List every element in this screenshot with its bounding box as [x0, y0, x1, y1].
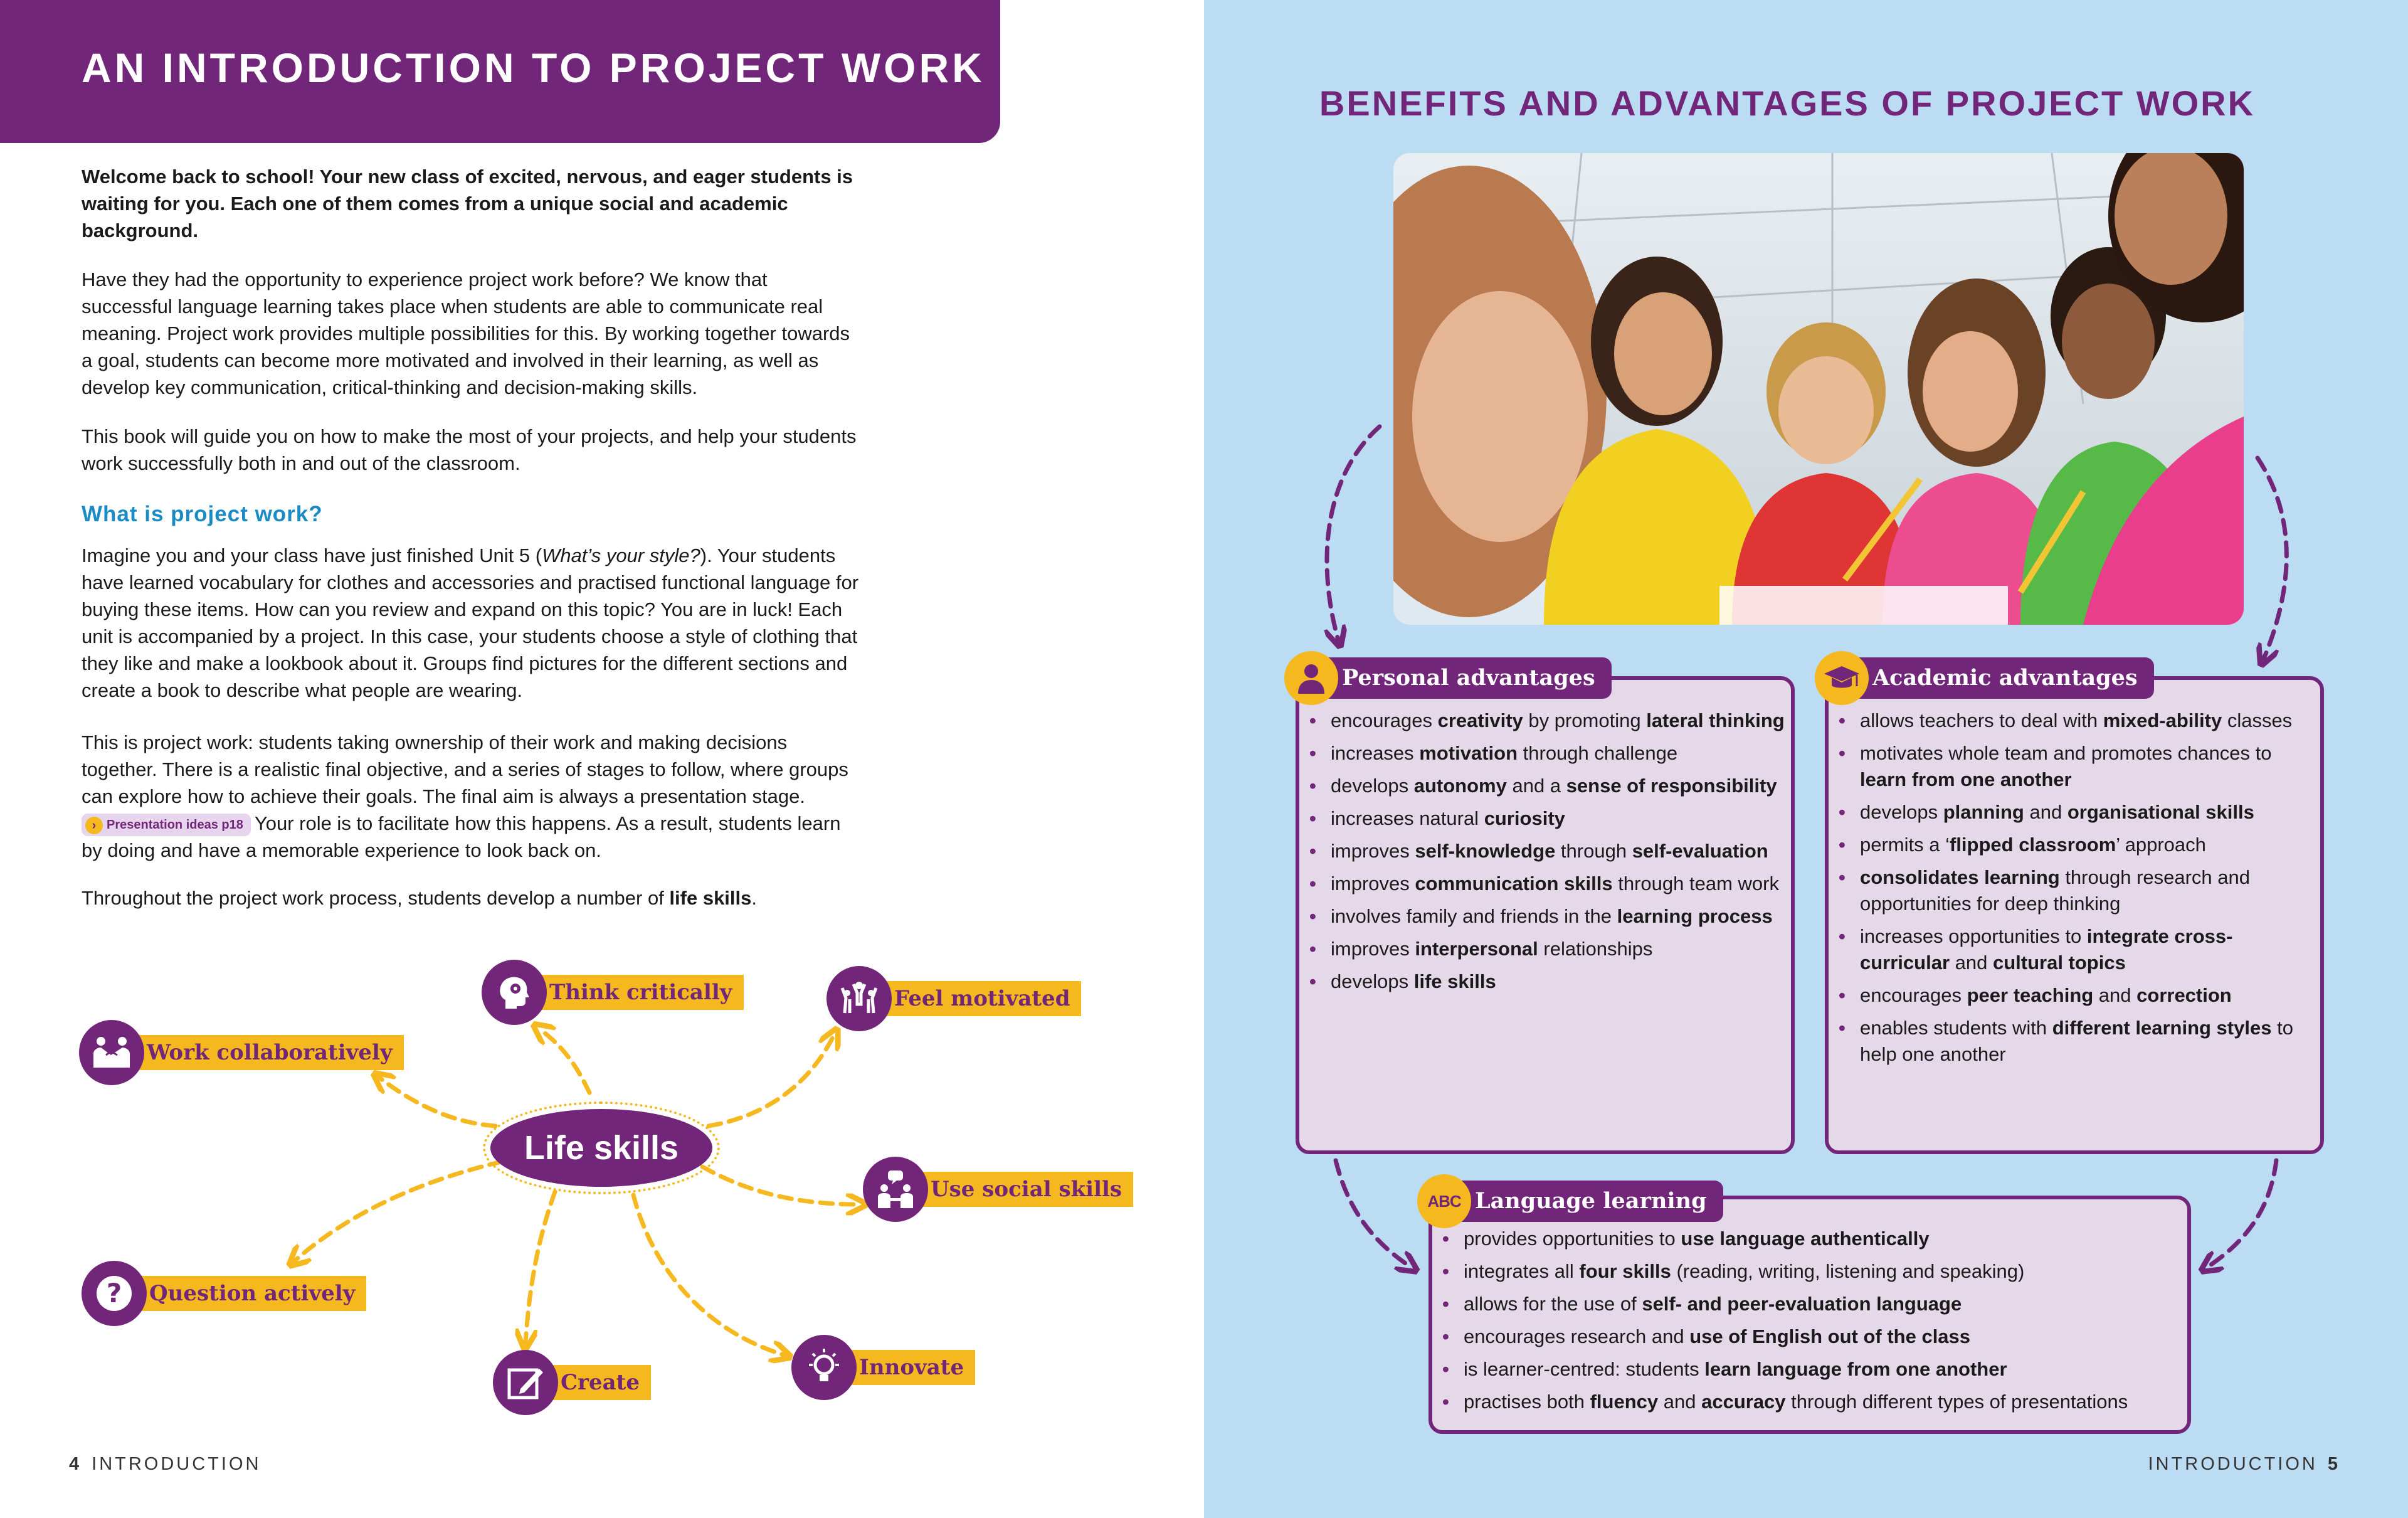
paragraph-imagine [82, 542, 859, 704]
list-item [1837, 740, 2314, 793]
list-item [1837, 1015, 2314, 1068]
text: practises both [1464, 1391, 1590, 1413]
list-item [1441, 1356, 2181, 1383]
arrow-photo-to-academic [2258, 458, 2286, 659]
text: by promoting [1523, 709, 1647, 731]
list-item [1308, 708, 1785, 734]
bold-text: consolidates learning [1860, 866, 2060, 888]
list-item [1837, 832, 2314, 858]
p6-bold: life skills [669, 887, 752, 909]
academic-advantages-header [1815, 651, 2154, 705]
academic-advantages-list [1837, 708, 2314, 1074]
text: through team work [1612, 873, 1779, 894]
arrow-personal-to-language [1336, 1160, 1411, 1267]
personal-advantages-list [1308, 708, 1785, 1001]
text: and [2093, 984, 2137, 1006]
arrow-academic-to-language [2207, 1160, 2276, 1267]
list-item [1837, 864, 2314, 917]
arrow-to-innovate [633, 1195, 784, 1355]
text: permits a ‘ [1860, 834, 1950, 856]
bold-text: use language authentically [1681, 1228, 1930, 1250]
text: through [1555, 840, 1632, 862]
p6-end: . [751, 887, 758, 909]
svg-text:?: ? [106, 1278, 122, 1308]
bold-text: peer teaching [1967, 984, 2094, 1006]
people-collaborating-icon [79, 1020, 144, 1085]
list-item [1837, 799, 2314, 825]
list-item [1837, 982, 2314, 1009]
skill-use-social-skills [863, 1157, 1133, 1222]
section-heading-what-is-project-work: What is project work? [82, 502, 323, 526]
footer-label-right: INTRODUCTION [2148, 1454, 2318, 1474]
bold-text: motivation [1419, 742, 1518, 764]
right-page-title: BENEFITS AND ADVANTAGES OF PROJECT WORK [1319, 83, 2256, 123]
skill-work-collaboratively [79, 1020, 404, 1085]
text: through research and opportunities for deep thinking [1860, 866, 2251, 915]
language-learning-heading: Language learning [1454, 1181, 1723, 1222]
list-item [1308, 773, 1785, 799]
bold-text: integrate cross-curricular [1860, 925, 2233, 974]
list-item [1441, 1258, 2181, 1285]
list-item [1308, 871, 1785, 897]
text: develops [1331, 775, 1414, 797]
text: through challenge [1518, 742, 1678, 764]
bold-text: mixed-ability [2103, 709, 2222, 731]
bold-text: curiosity [1484, 807, 1565, 829]
graduation-cap-icon [1815, 651, 1869, 705]
text: is learner-centred: students [1464, 1358, 1705, 1380]
page-title: AN INTRODUCTION TO PROJECT WORK [82, 45, 985, 91]
text: ’ approach [2116, 834, 2206, 856]
list-item [1308, 936, 1785, 962]
text: provides opportunities to [1464, 1228, 1681, 1250]
list-item [1308, 740, 1785, 767]
text: improves [1331, 873, 1415, 894]
text: allows for the use of [1464, 1293, 1642, 1315]
person-icon [1284, 651, 1338, 705]
bold-text: fluency [1590, 1391, 1659, 1413]
page-number-right: 5 [2327, 1454, 2340, 1474]
paragraph-this-is-project-work [82, 729, 859, 864]
arrow-to-social [702, 1167, 859, 1204]
lightbulb-icon [791, 1335, 857, 1400]
bold-text: correction [2136, 984, 2232, 1006]
p4-text-a: Imagine you and your class have just finished Unit 5 ( [82, 544, 542, 566]
presentation-ideas-label: Presentation ideas p18 [107, 817, 243, 832]
text: encourages [1860, 984, 1967, 1006]
list-item [1308, 838, 1785, 864]
abc-icon-text: ABC [1427, 1191, 1461, 1211]
bold-text: sense of responsibility [1566, 775, 1777, 797]
bold-text: planning [1943, 801, 2024, 823]
arrow-to-question [295, 1162, 502, 1261]
abc-icon [1417, 1174, 1471, 1228]
text: encourages research and [1464, 1325, 1690, 1347]
bold-text: flipped classroom [1949, 834, 2116, 856]
bold-text: lateral thinking [1646, 709, 1785, 731]
life-skills-center: Life skills [490, 1109, 712, 1187]
arrow-to-create [525, 1192, 555, 1342]
personal-advantages-header [1284, 651, 1612, 705]
intro-paragraph: Welcome back to school! Your new class of excited, nervous, and eager students is waiting for you. Each one of them comes from a unique social and academic background. [82, 166, 853, 242]
skill-feel-motivated [826, 966, 1081, 1031]
page-number-left: 4 [69, 1454, 82, 1474]
text: involves family and friends in the [1331, 905, 1617, 927]
list-item [1441, 1226, 2181, 1252]
skill-question-actively [82, 1261, 366, 1326]
p5-text-a: This is project work: students taking ownership of their work and making decisions together. There is a realistic final objective, and a series of stages to follow, where groups can explore how to achieve their goals. The final aim is always a presentation stage. [82, 731, 848, 807]
p6-text-a: Throughout the project work process, students develop a number of [82, 887, 670, 909]
personal-advantages-heading: Personal advantages [1321, 657, 1612, 699]
bold-text: four skills [1579, 1260, 1671, 1282]
list-item [1308, 969, 1785, 995]
pencil-edit-icon [493, 1350, 558, 1415]
bold-text: cultural topics [1992, 952, 2126, 974]
question-icon [82, 1261, 147, 1326]
text: increases natural [1331, 807, 1484, 829]
head-gears-icon [482, 960, 547, 1025]
text: develops [1331, 970, 1414, 992]
skill-innovate [791, 1335, 975, 1400]
paragraph-life-skills [82, 884, 859, 911]
p5-text-b: Your role is to facilitate how this happens. As a result, students learn by doing and have a memorable experience to look back on. [82, 812, 841, 861]
skill-label: Question actively [124, 1276, 366, 1311]
cheering-people-icon [826, 966, 892, 1031]
language-learning-list [1441, 1226, 2181, 1421]
skill-label: Use social skills [906, 1172, 1133, 1207]
bold-text: learn from one another [1860, 768, 2072, 790]
list-item [1837, 923, 2314, 976]
list-item [1441, 1324, 2181, 1350]
chevron-right-icon: › [85, 817, 103, 834]
bold-text: accuracy [1701, 1391, 1786, 1413]
text: integrates all [1464, 1260, 1580, 1282]
text: improves [1331, 840, 1415, 862]
arrow-photo-to-personal [1327, 427, 1380, 640]
text: classes [2222, 709, 2293, 731]
bold-text: organisational skills [2067, 801, 2254, 823]
text: increases opportunities to [1860, 925, 2087, 947]
text: increases [1331, 742, 1420, 764]
list-item [1308, 903, 1785, 930]
text: and [1950, 952, 1993, 974]
bold-text: creativity [1437, 709, 1523, 731]
academic-advantages-heading: Academic advantages [1851, 657, 2154, 699]
language-learning-header [1417, 1174, 1723, 1228]
list-item [1441, 1291, 2181, 1317]
bold-text: interpersonal [1415, 938, 1538, 960]
list-item [1308, 805, 1785, 832]
footer-left [69, 1454, 261, 1475]
skill-label: Innovate [834, 1350, 975, 1385]
bold-text: use of English out of the class [1689, 1325, 1971, 1347]
text: improves [1331, 938, 1415, 960]
p4-italic: What’s your style? [542, 544, 700, 566]
presentation-ideas-link[interactable] [82, 814, 251, 836]
text: relationships [1538, 938, 1653, 960]
skill-create [493, 1350, 651, 1415]
text: (reading, writing, listening and speaking) [1671, 1260, 2025, 1282]
speech-people-icon [863, 1157, 928, 1222]
text: and a [1506, 775, 1566, 797]
paragraph-opportunity: Have they had the opportunity to experience project work before? We know that successful language learning takes place when students are able to communicate real meaning. Project work provides multiple possibilities for this. By working together towards a goal, students can become more motivated and involved in their learning, as well as develop key communication, critical-thinking and decision-making skills. [82, 268, 850, 398]
text: and [1658, 1391, 1702, 1413]
paragraph-guide: This book will guide you on how to make the most of your projects, and help your students work successfully both in and out of the classroom. [82, 425, 857, 474]
arrow-to-motivated [709, 1035, 834, 1126]
list-item [1441, 1389, 2181, 1415]
text: develops [1860, 801, 1943, 823]
bold-text: autonomy [1413, 775, 1507, 797]
skill-label: Think critically [524, 975, 744, 1010]
skill-label: Work collaboratively [122, 1035, 404, 1070]
arrow-to-think [539, 1029, 589, 1093]
text: allows teachers to deal with [1860, 709, 2103, 731]
footer-label-left: INTRODUCTION [92, 1454, 261, 1474]
p4-text-b: ). Your students have learned vocabulary for clothes and accessories and practised functional language for buying these items. How can you review and expand on this topic? You are in luck! Each unit is accompanied by a project. In this case, your students choose a style of clothing that they like and make a lookbook about it. Groups find pictures for the different sections and create a book to describe what people are wearing. [82, 544, 859, 701]
bold-text: communication skills [1415, 873, 1613, 894]
text: through different types of presentations [1785, 1391, 2128, 1413]
skill-think-critically [482, 960, 744, 1025]
bold-text: learning process [1617, 905, 1773, 927]
bold-text: self- and peer-evaluation language [1642, 1293, 1962, 1315]
skill-label: Create [536, 1365, 651, 1400]
bold-text: self-evaluation [1632, 840, 1768, 862]
list-item [1837, 708, 2314, 734]
text: encourages [1331, 709, 1438, 731]
text: enables students with [1860, 1017, 2052, 1039]
skill-label: Feel motivated [869, 981, 1081, 1016]
bold-text: life skills [1413, 970, 1496, 992]
bold-text: learn language from one another [1704, 1358, 2007, 1380]
text: motivates whole team and promotes chances to [1860, 742, 2272, 764]
text: and [2024, 801, 2067, 823]
text: to help one another [1860, 1017, 2293, 1065]
bold-text: different learning styles [2052, 1017, 2272, 1039]
bold-text: self-knowledge [1415, 840, 1556, 862]
footer-right [2069, 1454, 2340, 1475]
